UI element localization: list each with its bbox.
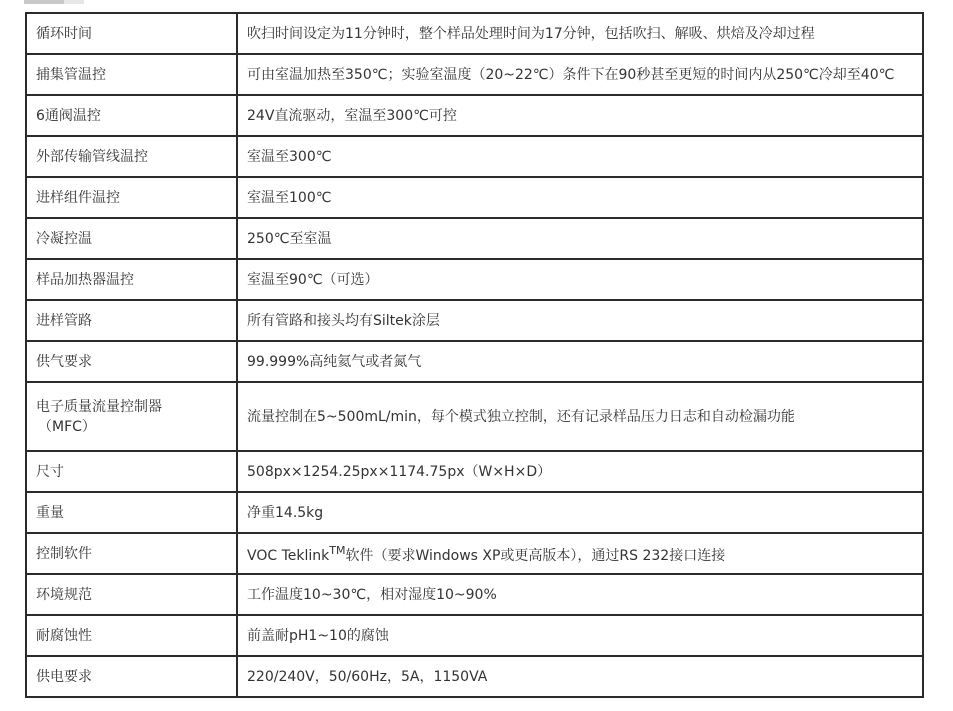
row-label: 耐腐蚀性	[26, 615, 237, 656]
table-row	[26, 136, 923, 177]
row-label: 进样组件温控	[26, 177, 237, 218]
software-name: VOC Teklink	[247, 548, 330, 564]
table-row	[26, 300, 923, 341]
table-row	[26, 341, 923, 382]
row-value	[237, 533, 923, 574]
row-label-line: （MFC）	[38, 418, 96, 435]
table-row	[26, 218, 923, 259]
row-value: 220/240V，50/60Hz，5A，1150VA	[237, 656, 923, 697]
row-value: 室温至100℃	[237, 177, 923, 218]
row-value: 前盖耐pH1~10的腐蚀	[237, 615, 923, 656]
row-label: 进样管路	[26, 300, 237, 341]
row-value: 99.999%高纯氦气或者氮气	[237, 341, 923, 382]
row-label: 捕集管温控	[26, 54, 237, 95]
table-row	[26, 382, 923, 451]
table-row	[26, 95, 923, 136]
row-label: 冷凝控温	[26, 218, 237, 259]
table-row	[26, 574, 923, 615]
row-label: 控制软件	[26, 533, 237, 574]
row-label: 6通阀温控	[26, 95, 237, 136]
row-value: 所有管路和接头均有Siltek涂层	[237, 300, 923, 341]
software-requirements: 软件（要求Windows XP或更高版本），通过RS 232接口连接	[345, 548, 726, 564]
table-row	[26, 533, 923, 574]
table-row	[26, 13, 923, 54]
row-label: 供气要求	[26, 341, 237, 382]
table-row	[26, 259, 923, 300]
row-label-line: 电子质量流量控制器	[36, 398, 162, 415]
row-value: 流量控制在5~500mL/min，每个模式独立控制，还有记录样品压力日志和自动检漏功能	[237, 382, 923, 451]
table-row	[26, 492, 923, 533]
row-value: 可由室温加热至350℃；实验室温度（20~22℃）条件下在90秒甚至更短的时间内从250℃冷却至40℃	[237, 54, 923, 95]
table-row	[26, 656, 923, 697]
row-label: 环境规范	[26, 574, 237, 615]
spec-table	[25, 12, 924, 698]
row-value: 室温至300℃	[237, 136, 923, 177]
row-value: 吹扫时间设定为11分钟时，整个样品处理时间为17分钟，包括吹扫、解吸、烘焙及冷却过程	[237, 13, 923, 54]
row-label: 重量	[26, 492, 237, 533]
row-label: 循环时间	[26, 13, 237, 54]
table-row	[26, 615, 923, 656]
trademark-superscript: TM	[329, 544, 346, 557]
row-value: 24V直流驱动，室温至300℃可控	[237, 95, 923, 136]
clipped-header-fragment	[24, 0, 84, 4]
row-label: 样品加热器温控	[26, 259, 237, 300]
row-value: 250℃至室温	[237, 218, 923, 259]
row-label: 尺寸	[26, 451, 237, 492]
table-row	[26, 451, 923, 492]
table-row	[26, 54, 923, 95]
row-label	[26, 382, 237, 451]
row-label: 供电要求	[26, 656, 237, 697]
row-value: 室温至90℃（可选）	[237, 259, 923, 300]
row-value: 工作温度10~30℃，相对湿度10~90%	[237, 574, 923, 615]
row-label: 外部传输管线温控	[26, 136, 237, 177]
table-row	[26, 177, 923, 218]
row-value: 508px×1254.25px×1174.75px（W×H×D）	[237, 451, 923, 492]
row-value: 净重14.5kg	[237, 492, 923, 533]
